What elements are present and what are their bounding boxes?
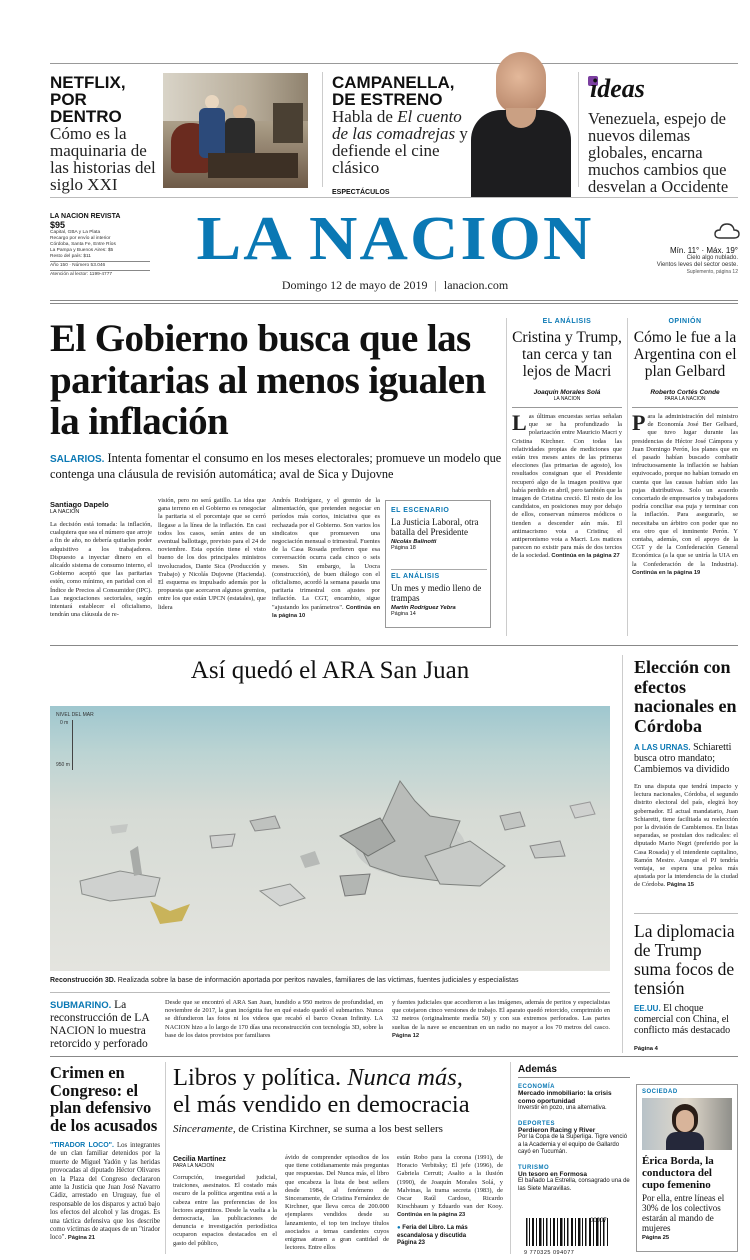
cordoba-title: Elección con efectos nacionales en Córdoba xyxy=(634,657,737,736)
lead-col-3: Andrés Rodríguez, y el gremio de la alimentación, que pretenden negociar en períodos más cortos, iniciativa que es rechazada por el Gobierno. Son varios los sindicatos que promueven una negociación mensual o trimestral. Fuentes de la Casa Rosada prefieren que esa conversación ocurra cada cinco o seis meses. Sin embargo, la Uocra (construcción), de buen diálogo con el oficialismo, acordó la semana pasada una paritaria trimestral con ajustes por inflación. La CGT, encambio, sigue "ajustando los parámetros". Continúa en la página 10 xyxy=(272,497,380,619)
sociedad-text: Por ella, entre líneas el 30% de los colectivos estarán al mando de mujeres xyxy=(642,1193,725,1233)
arasj-render[interactable]: NIVEL DEL MAR 0 m 950 m xyxy=(50,706,610,971)
masthead-title[interactable]: LA NACION xyxy=(196,205,594,273)
analisis-body: Las últimas encuestas serias señalan que se ha profundizado la polarización entre Mauricio Macri y Cristina Kirchner. Con todas las relatividades propias de mediciones que están tres meses antes de las primeras elecciones (las primarias de agosto), los resultados consignan que el Presidente recuperó algo de la imagen positiva que había perdido en abril, pero también que la imagen de Cristina creció. El resto de los candidatos, en posiciones muy por debajo de ellos, conservan números módicos o tienden a descender aún más. El antimacrismo vota a Cristina; el antiperonismo vota a Macri. Los matices parecen no existir para más de dos tercios de la sociedad. Continúa en la página 27 xyxy=(512,410,622,560)
col-divider-2 xyxy=(627,318,628,636)
analisis-title: Cristina y Trump, tan cerca y tan lejos de Macri xyxy=(512,329,622,380)
site-link[interactable]: lanacion.com xyxy=(443,278,509,292)
libros-deck: Sinceramente, de Cristina Kirchner, se suma a los best sellers xyxy=(173,1123,443,1135)
ademas-item-turismo[interactable]: TURISMO Un tesoro en Formosa El bañado La Estrella, consagrado una de las Siete Maravillas. xyxy=(518,1164,630,1192)
col-divider-4 xyxy=(165,1062,166,1254)
arasj-title[interactable]: Así quedó el ARA San Juan xyxy=(190,657,470,684)
masthead-rule xyxy=(50,300,738,301)
mid-rule xyxy=(50,645,738,646)
col-divider-5 xyxy=(510,1062,511,1254)
col-divider-1 xyxy=(506,318,507,636)
opinion-title: Cómo le fue a la Argentina con el plan Gelbard xyxy=(633,329,737,380)
bottom-rule xyxy=(50,1056,738,1057)
arasj-caption-rule xyxy=(50,992,610,993)
sociedad-story[interactable]: SOCIEDAD Érica Borda, la conductora del cupo femenino Por ella, entre líneas el 30% de los colectivos estarán al mando de mujeres Página 25 xyxy=(636,1084,738,1252)
box-item-analisis[interactable]: EL ANÁLISIS Un mes y medio lleno de trampas Martín Rodríguez Yebra Página 14 xyxy=(391,573,482,617)
crimen-body: "TIRADOR LOCO". Los integrantes de un clan familiar detenidos por la muerte de Miguel Yadón y las heridas provocadas al diputado Héctor Olivares en la Plaza del Congreso declararon ante la Justicia que Juan José Navarro Cádiz, arrestado en Uruguay, fue el responsable de los disparos y actuó bajo los efectos del alcohol y las drogas. Es una táctica defensiva que los describe como víctimas de ataques de un "tirador loco". Página 21 xyxy=(50,1142,160,1242)
teaser-campanella-head: CAMPANELLA, DE ESTRENO xyxy=(332,73,455,109)
teaser-campanella[interactable] xyxy=(332,74,472,196)
arasj-caption: Reconstrucción 3D. Realizada sobre la base de información aportada por peritos navales, familiares de las víctimas, fuentes judiciales y especialistas xyxy=(50,977,519,984)
teaser-divider xyxy=(322,72,323,187)
libros-col-1: Corrupción, inseguridad judicial, traiciones, asesinatos. El costado más oscuro de la política argentina está a la cabeza entre las preferencias de los lectores argentinos. Desde la vuelta a la democracia, las publicaciones de denuncia e investigación periodística ocuparon espacios destacados en el gasto del público, xyxy=(173,1174,277,1247)
lead-col-2: visión, pero no será gatillo. La idea que gana terreno en el Gobierno es renegociar la paritaria si el porcentaje que se cerró llegase a la línea de la inflación. En casi todos los casos, serán antes de un eventual ballottage, previsto para el 24 de noviembre. Esta opción tiene el visto bueno de los dos principales ministros involucrados, Dante Sica (Producción y Trabajo) y Nicolás Dujovne (Hacienda). El esquema es impulsado además por la propuesta que acercaron algunos gremios, entre los que están UPCN (estatales), que lidera xyxy=(158,497,266,611)
libros-col-2: ávido de comprender episodios de los que tiene cotidianamente más preguntas que respuestas. Del Nunca más, el libro que encabeza la lista de best sellers desde 1984, al fenómeno de Sinceramente, de Cristina Fernández de Kirchner, que lleva cerca de 200.000 ejemplares vendidos desde su lanzamiento, el top ten incluye títulos asociados a temas candentes cuyos enigmas atraen a gran cantidad de lectores. Entre ellos xyxy=(285,1154,389,1252)
issue-number: 00007 xyxy=(590,1218,607,1224)
ademas-item-deportes[interactable]: DEPORTES Perdieron Racing y River Por la Copa de la Superliga. Tigre venció a la Academia y el equipo de Gallardo cayó en Tucumán. xyxy=(518,1120,628,1155)
lead-sidebar-box xyxy=(385,500,491,628)
masthead-rule-2 xyxy=(50,303,738,304)
weather-text: Mín. 11° · Máx. 19° Cielo algo nublado. Vientos leves del sector oeste. Suplemento, página 12 xyxy=(620,246,738,276)
arasj-page-link[interactable]: Página 12 xyxy=(392,1032,420,1039)
arasj-deck: SUBMARINO. La reconstrucción de LA NACION lo muestra retorcido y perforado xyxy=(50,999,149,1050)
arasj-col-2: y fuentes judiciales que accedieron a las imágenes, además de peritos y especialistas que cotejaron cinco versiones de trabajo. El aparato quedó retorcido, comprimido en 32 metros (originalmente medía 50) y con sus extremos perforados. Las partes sueltas de la nave se encuentran en un radio no mayor a los 70 metros del casco. Página 12 xyxy=(392,999,610,1039)
price: $95 xyxy=(50,220,66,230)
libros-title[interactable]: Libros y política. Nunca más, el más vendido en democracia xyxy=(173,1064,470,1118)
weather-temp: Mín. 11° · Máx. 19° xyxy=(669,246,738,255)
cordoba-body: En una disputa que tendrá impacto y lectura nacionales, Córdoba, el segundo distrito electoral del país, elegirá hoy gobernador. El actual mandatario, Juan Schiaretti, tiene facilitada su reelección por la división de Cambiemos. En listas separadas, se postulan dos radicales: el diputado Mario Negri (preferido por la Casa Rosada) y el intendente capitalino, Ramón Mestre. Aunque el PJ tendría ventaja, se espera una pelea más ajustada por la intendencia de la ciudad de Córdoba. Página 15 xyxy=(634,783,738,889)
arasj-col-1: Desde que se encontró el ARA San Juan, hundido a 950 metros de profundidad, en noviembre de 2017, la gran incógnita fue en qué estado quedó el submarino. Nunca se difundieron las fotos ni los videos que recabó el barco Ocean Infinity. LA NACION hizo a lo largo de 170 días una reconstrucción con tecnología 3D, sobre la base de los datos provistos por familiares xyxy=(165,999,383,1039)
cordoba-story[interactable] xyxy=(634,658,738,890)
lead-byline: Santiago Dapelo LA NACION xyxy=(50,500,109,515)
opinion-column[interactable]: OPINIÓN Cómo le fue a la Argentina con el plan Gelbard Roberto Cortés Conde PARA LA NACION Para la administración del ministro de Economía José Ber Gelbard, que tuvo lugar durante las presidencias de Héctor José Cámpora y Juan Domingo Perón, los planes que en el pasado habían buscado combatir infructuosamente la inflación se habían equivocado, porque no habían tomado en cuenta que las causas habían sido las pujas distributivas. Solo un acuerdo concertado de empresarios y trabajadores podría conciliar esa puja y terminar con la inflación. Para asegurarlo, se necesitaba un árbitro con poder que no era otro que el inminente Perón. Y contaba, además, con el apoyo de la CGT y de la Confederación General Económica (a la que se uniría la UIA en la Confederación de la Industria). Continúa en la página 19 xyxy=(632,318,738,576)
lead-kicker: SALARIOS. xyxy=(50,454,105,465)
cordoba-rule xyxy=(634,913,738,914)
ademas-title: Además xyxy=(518,1064,557,1075)
feria-link[interactable]: ● Feria del Libro. La más escandalosa y discutida Página 23 xyxy=(397,1225,468,1246)
ademas-item-economia[interactable]: ECONOMÍA Mercado inmobiliario: la crisis como oportunidad Inverstir en pozo, una alternativa. xyxy=(518,1084,612,1111)
teaser-netflix-head: NETFLIX, POR DENTRO xyxy=(50,73,126,126)
cordoba-deck: A LAS URNAS. Schiaretti busca otro mandato; Cambiemos va dividido xyxy=(634,742,732,775)
crimen-title: Crimen en Congreso: el plan defensivo de los acusados xyxy=(50,1063,158,1135)
teaser-netflix-text: Cómo es la maquinaria de las historias del siglo XXI xyxy=(50,124,156,194)
lead-headline[interactable]: El Gobierno busca que las paritarias al menos igualen la inflación xyxy=(50,317,486,443)
crimen-story[interactable] xyxy=(50,1064,160,1243)
trump-deck: EE.UU. El choque comercial con China, el conflicto más destacado xyxy=(634,1003,731,1036)
barcode-number: 9 770325 094077 xyxy=(524,1250,575,1256)
analisis-column[interactable]: EL ANÁLISIS Cristina y Trump, tan cerca y tan lejos de Macri Joaquín Morales Solá LA NACION Las últimas encuestas serias señalan que se ha profundizado la polarización entre Mauricio Macri y Cristina Kirchner. Con todas las relatividades propias de mediciones que están tres meses antes de las primeras elecciones (las primarias de agosto), los resultados consignan que el Presidente recuperó algo de la imagen positiva que había perdido en abril, pero también que la imagen de Cristina creció. El resto de los candidatos, en posiciones muy por debajo de ellos, conservan números módicos o tienden a descender aún más. El antimacrismo vota a Cristina; el antiperonismo vota a Macri. Los matices parecen no existir para más de dos tercios de la sociedad. Continúa en la página 27 xyxy=(512,318,622,560)
sociedad-title: Érica Borda, la conductora del cupo femenino xyxy=(642,1155,714,1191)
opinion-body: Para la administración del ministro de Economía José Ber Gelbard, que tuvo lugar durante las presidencias de Héctor José Cámpora y Juan Domingo Perón, los planes que en el pasado habían buscado combatir infructuosamente la inflación se habían equivocado, porque no habían tomado en cuenta que las causas habían sido las pujas distributivas. Solo un acuerdo concertado de empresarios y trabajadores podría conciliar esa puja y terminar con la inflación. Para asegurarlo, se necesitaba un árbitro con poder que no era otro que el inminente Perón. Y contaba, además, con el apoyo de la CGT y de la Confederación General Económica (a la que se uniría la UIA en la Confederación de la Industria). Continúa en la página 19 xyxy=(632,410,738,576)
top-bottom-rule xyxy=(50,197,738,198)
lead-col-1: La decisión está tomada: la inflación, cualquiera que sea el número que arroje a fin de año, no debería quitarles poder adquisitivo a los trabajadores. Dispuesto a inyectar dinero en el alicaído sistema de consumo interno, el Gobierno aceptó que las paritarias estén, como mínimo, en paridad con el Índice de Precios al Consumidor (IPC). Las negociaciones sectoriales, según intentará establecer el oficialismo, tendrán una cláusula de re- xyxy=(50,521,152,619)
lead-deck: SALARIOS. Intenta fomentar el consumo en los meses electorales; promueve un modelo que contenga una cláusula de revisión automática; aval de Sica y Dujovne xyxy=(50,451,502,481)
campanella-photo[interactable] xyxy=(466,52,574,197)
col-divider-3 xyxy=(622,655,623,1053)
trump-title: La diplomacia de Trump suma focos de tensión xyxy=(634,921,735,998)
teaser-ideas[interactable] xyxy=(588,74,738,195)
weather xyxy=(668,222,740,240)
sociedad-photo[interactable] xyxy=(642,1098,732,1150)
teaser-campanella-section: ESPECTÁCULOS xyxy=(332,189,390,196)
top-rule xyxy=(50,63,738,64)
cloud-icon xyxy=(714,222,740,240)
teaser-campanella-text: Habla de El cuento de las comadrejas y defiende el cine clásico xyxy=(332,107,468,177)
netflix-photo[interactable] xyxy=(163,73,308,188)
dateline: Domingo 12 de mayo de 2019 | lanacion.com xyxy=(281,278,509,292)
libros-byline: Cecilia Martínez PARA LA NACION xyxy=(173,1156,226,1169)
ademas-box xyxy=(518,1064,630,1193)
bullet-icon: ● xyxy=(397,1225,401,1231)
trump-story[interactable]: La diplomacia de Trump suma focos de tensión EE.UU. El choque comercial con China, el conflicto más destacado Página 4 xyxy=(634,922,738,1052)
ideas-divider xyxy=(578,72,579,187)
box-item-escenario[interactable]: EL ESCENARIO La Justicia Laboral, otra batalla del Presidente Nicolás Balinotti Página 18 xyxy=(391,507,479,551)
libros-col-3: están Robo para la corona (1991), de Horacio Verbitsky; El jefe (1996), de Gabriela Cerruti; Asalto a la ilusión (1990), de Joaquín Morales Solá, y Malvinas, la trama secreta (1983), de Oscar Raúl Cardoso, Ricardo Kirschbaum y Eduardo van der Kooy. Continúa en la página 23 xyxy=(397,1154,503,1219)
teaser-ideas-text: Venezuela, espejo de nuevos dilemas globales, encarna muchos cambios que desvelan a Occidente xyxy=(588,109,729,196)
lead-continue-link[interactable]: Continúa en la página 10 xyxy=(272,604,380,619)
price-lines: Capital, GBA y La Plata Recargo por envío al interior Córdoba, Santa Fe, Entre Ríos La Pampa y Buenos Aires: $5 Resto del país: $11 Año 150 · Número 53.046 Atención al lector: 1199-4777 xyxy=(50,230,150,278)
teaser-netflix[interactable] xyxy=(50,74,160,220)
nivel-del-mar-label: NIVEL DEL MAR xyxy=(56,712,94,718)
ideas-logo: ideas xyxy=(590,74,645,103)
teaser-netflix-section: LA NACION REVISTA xyxy=(50,213,121,220)
wreck-illustration xyxy=(50,706,610,971)
price-box xyxy=(50,220,150,278)
date: Domingo 12 de mayo de 2019 xyxy=(281,278,428,292)
